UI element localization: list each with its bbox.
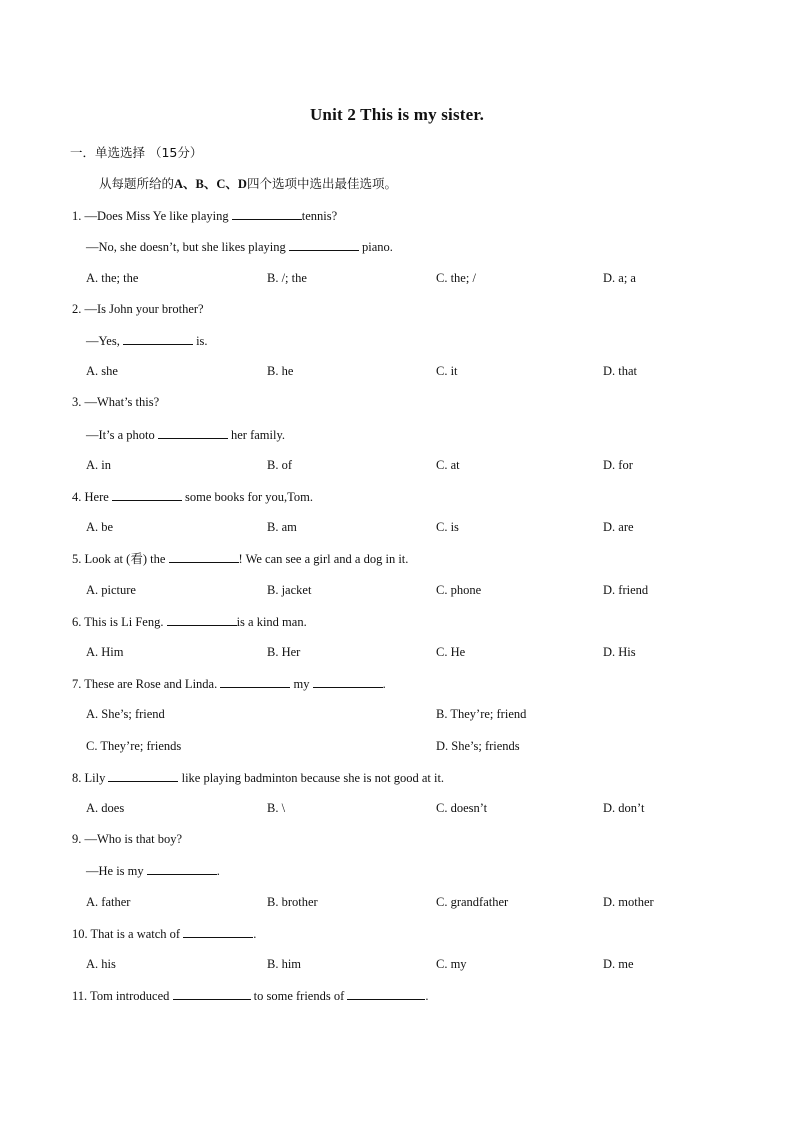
question-3-stem: 3. —What’s this? — [72, 395, 160, 409]
option-c[interactable]: C. my — [436, 957, 467, 971]
option-d[interactable]: D. don’t — [603, 801, 645, 815]
question-7-stem — [72, 675, 386, 692]
option-a[interactable]: A. She’s; friend — [86, 707, 165, 721]
option-b[interactable]: B. he — [267, 364, 294, 378]
option-c[interactable]: C. it — [436, 364, 458, 378]
question-text: her family. — [227, 428, 286, 442]
answer-blank[interactable] — [108, 769, 178, 782]
option-a[interactable]: A. she — [86, 364, 118, 378]
option-a[interactable]: A. picture — [86, 583, 136, 597]
question-text: some books for you,Tom. — [181, 490, 313, 504]
question-text: 6. This is Li Feng. — [72, 615, 167, 629]
answer-blank[interactable] — [289, 238, 359, 251]
question-text: 10. That is a watch of — [72, 927, 184, 941]
instruction-text-start: 从每题所给的 — [99, 176, 175, 191]
question-text: . — [425, 989, 429, 1003]
question-text: tennis? — [301, 209, 338, 223]
option-b[interactable]: B. brother — [267, 895, 318, 909]
option-a[interactable]: A. be — [86, 520, 114, 534]
option-c[interactable]: C. the; / — [436, 271, 476, 285]
option-a[interactable]: A. does — [86, 801, 125, 815]
question-9-stem: 9. —Who is that boy? — [72, 832, 183, 846]
option-b[interactable]: B. am — [267, 520, 297, 534]
option-a[interactable]: A. Him — [86, 645, 124, 659]
option-c[interactable]: C. He — [436, 645, 466, 659]
answer-blank[interactable] — [347, 987, 425, 1000]
answer-blank[interactable] — [173, 987, 251, 1000]
answer-blank[interactable] — [123, 332, 193, 345]
question-6-stem — [72, 613, 307, 630]
option-d[interactable]: D. me — [603, 957, 634, 971]
question-text: . — [253, 927, 257, 941]
option-d[interactable]: D. She’s; friends — [436, 739, 520, 753]
question-text: 4. Here — [72, 490, 112, 504]
question-1-reply — [86, 238, 393, 255]
option-d[interactable]: D. a; a — [603, 271, 636, 285]
question-text: my — [290, 677, 313, 691]
question-10-stem — [72, 925, 256, 942]
question-3-reply — [86, 426, 285, 443]
option-b[interactable]: B. /; the — [267, 271, 307, 285]
question-text: 1. —Does Miss Ye like playing — [72, 209, 232, 223]
question-text: 11. Tom introduced — [72, 989, 173, 1003]
option-d[interactable]: D. are — [603, 520, 634, 534]
question-text: —Yes, — [86, 334, 123, 348]
option-c[interactable]: C. phone — [436, 583, 482, 597]
option-a[interactable]: A. in — [86, 458, 111, 472]
option-c[interactable]: C. doesn’t — [436, 801, 488, 815]
option-d[interactable]: D. mother — [603, 895, 654, 909]
page-title: Unit 2 This is my sister. — [309, 105, 485, 124]
question-8-stem — [72, 769, 444, 786]
option-b[interactable]: B. him — [267, 957, 302, 971]
option-d[interactable]: D. friend — [603, 583, 649, 597]
question-text: 5. Look at (看) the — [72, 552, 169, 566]
instruction-text-end: 四个选项中选出最佳选项。 — [246, 176, 397, 191]
option-c[interactable]: C. at — [436, 458, 460, 472]
option-a[interactable]: A. father — [86, 895, 131, 909]
option-d[interactable]: D. His — [603, 645, 636, 659]
option-c[interactable]: C. grandfather — [436, 895, 509, 909]
option-b[interactable]: B. \ — [267, 801, 286, 815]
question-text: —No, she doesn’t, but she likes playing — [86, 240, 289, 254]
question-text: —It’s a photo — [86, 428, 158, 442]
section-heading: 一．单选选择 （15分） — [70, 145, 203, 160]
answer-blank[interactable] — [232, 207, 302, 220]
option-a[interactable]: A. his — [86, 957, 116, 971]
section-instruction — [99, 176, 397, 192]
question-text: . — [216, 864, 220, 878]
question-11-stem — [72, 987, 429, 1004]
option-d[interactable]: D. for — [603, 458, 633, 472]
answer-blank[interactable] — [313, 675, 383, 688]
instruction-text-options: A、B、C、D — [174, 177, 247, 191]
question-text: . — [382, 677, 386, 691]
option-b[interactable]: B. jacket — [267, 583, 312, 597]
option-c[interactable]: C. They’re; friends — [86, 739, 182, 753]
question-text: 8. Lily — [72, 771, 109, 785]
question-text: to some friends of — [250, 989, 348, 1003]
answer-blank[interactable] — [220, 675, 290, 688]
answer-blank[interactable] — [169, 550, 239, 563]
option-b[interactable]: B. Her — [267, 645, 301, 659]
question-text: 7. These are Rose and Linda. — [72, 677, 221, 691]
answer-blank[interactable] — [183, 925, 253, 938]
question-2-reply — [86, 332, 208, 349]
question-text: like playing badminton because she is not good at it. — [178, 771, 445, 785]
answer-blank[interactable] — [158, 426, 228, 439]
option-c[interactable]: C. is — [436, 520, 459, 534]
option-a[interactable]: A. the; the — [86, 271, 139, 285]
question-4-stem — [72, 488, 313, 505]
question-text: ! We can see a girl and a dog in it. — [238, 552, 409, 566]
question-text: piano. — [358, 240, 393, 254]
answer-blank[interactable] — [147, 862, 217, 875]
option-b[interactable]: B. of — [267, 458, 292, 472]
question-text: —He is my — [86, 864, 147, 878]
answer-blank[interactable] — [112, 488, 182, 501]
question-2-stem: 2. —Is John your brother? — [72, 302, 204, 316]
option-d[interactable]: D. that — [603, 364, 638, 378]
question-5-stem — [72, 550, 408, 567]
option-b[interactable]: B. They’re; friend — [436, 707, 527, 721]
answer-blank[interactable] — [167, 613, 237, 626]
question-9-reply — [86, 862, 220, 879]
question-text: is a kind man. — [236, 615, 307, 629]
question-text: is. — [192, 334, 208, 348]
question-1-stem — [72, 207, 337, 224]
